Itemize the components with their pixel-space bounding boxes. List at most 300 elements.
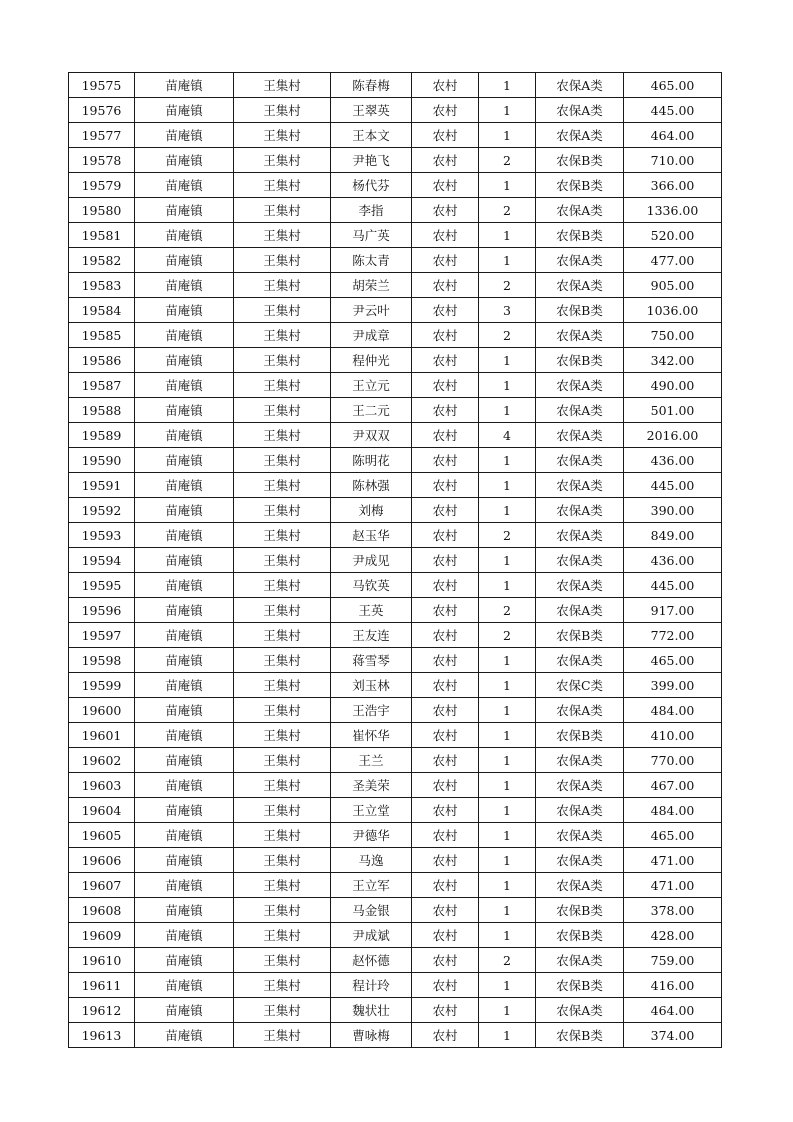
table-row bbox=[69, 648, 722, 673]
area-type-cell: 农村 bbox=[412, 198, 479, 223]
village-cell: 王集村 bbox=[234, 123, 331, 148]
record-id-cell: 19579 bbox=[69, 173, 135, 198]
village-cell: 王集村 bbox=[234, 523, 331, 548]
amount-cell: 1336.00 bbox=[624, 198, 722, 223]
name-cell: 程计玲 bbox=[331, 973, 412, 998]
record-id-cell: 19599 bbox=[69, 673, 135, 698]
table-row bbox=[69, 623, 722, 648]
household-count-cell: 2 bbox=[479, 623, 536, 648]
insurance-category-cell: 农保A类 bbox=[536, 848, 624, 873]
record-id-cell: 19600 bbox=[69, 698, 135, 723]
record-id-cell: 19589 bbox=[69, 423, 135, 448]
insurance-category-cell: 农保A类 bbox=[536, 498, 624, 523]
village-cell: 王集村 bbox=[234, 773, 331, 798]
record-id-cell: 19594 bbox=[69, 548, 135, 573]
insurance-category-cell: 农保A类 bbox=[536, 548, 624, 573]
town-cell: 苗庵镇 bbox=[135, 723, 234, 748]
town-cell: 苗庵镇 bbox=[135, 573, 234, 598]
village-cell: 王集村 bbox=[234, 298, 331, 323]
amount-cell: 374.00 bbox=[624, 1023, 722, 1048]
table-row bbox=[69, 198, 722, 223]
household-count-cell: 1 bbox=[479, 748, 536, 773]
insurance-category-cell: 农保A类 bbox=[536, 448, 624, 473]
record-id-cell: 19575 bbox=[69, 73, 135, 98]
record-id-cell: 19607 bbox=[69, 873, 135, 898]
record-id-cell: 19596 bbox=[69, 598, 135, 623]
area-type-cell: 农村 bbox=[412, 998, 479, 1023]
area-type-cell: 农村 bbox=[412, 923, 479, 948]
area-type-cell: 农村 bbox=[412, 823, 479, 848]
area-type-cell: 农村 bbox=[412, 398, 479, 423]
town-cell: 苗庵镇 bbox=[135, 323, 234, 348]
amount-cell: 2016.00 bbox=[624, 423, 722, 448]
area-type-cell: 农村 bbox=[412, 448, 479, 473]
village-cell: 王集村 bbox=[234, 373, 331, 398]
amount-cell: 416.00 bbox=[624, 973, 722, 998]
town-cell: 苗庵镇 bbox=[135, 373, 234, 398]
amount-cell: 484.00 bbox=[624, 798, 722, 823]
village-cell: 王集村 bbox=[234, 548, 331, 573]
insurance-category-cell: 农保B类 bbox=[536, 898, 624, 923]
household-count-cell: 1 bbox=[479, 73, 536, 98]
record-id-cell: 19604 bbox=[69, 798, 135, 823]
record-id-cell: 19582 bbox=[69, 248, 135, 273]
village-cell: 王集村 bbox=[234, 723, 331, 748]
table-row bbox=[69, 148, 722, 173]
insurance-category-cell: 农保A类 bbox=[536, 98, 624, 123]
village-cell: 王集村 bbox=[234, 698, 331, 723]
household-count-cell: 1 bbox=[479, 498, 536, 523]
insurance-category-cell: 农保A类 bbox=[536, 573, 624, 598]
name-cell: 陈太青 bbox=[331, 248, 412, 273]
record-id-cell: 19610 bbox=[69, 948, 135, 973]
table-row bbox=[69, 448, 722, 473]
household-count-cell: 2 bbox=[479, 948, 536, 973]
table-row bbox=[69, 73, 722, 98]
village-cell: 王集村 bbox=[234, 1023, 331, 1048]
town-cell: 苗庵镇 bbox=[135, 598, 234, 623]
household-count-cell: 3 bbox=[479, 298, 536, 323]
village-cell: 王集村 bbox=[234, 973, 331, 998]
village-cell: 王集村 bbox=[234, 348, 331, 373]
table-row bbox=[69, 273, 722, 298]
table-body bbox=[69, 73, 722, 1048]
insurance-category-cell: 农保A类 bbox=[536, 823, 624, 848]
table-row bbox=[69, 348, 722, 373]
town-cell: 苗庵镇 bbox=[135, 548, 234, 573]
household-count-cell: 1 bbox=[479, 1023, 536, 1048]
insurance-category-cell: 农保B类 bbox=[536, 223, 624, 248]
amount-cell: 436.00 bbox=[624, 448, 722, 473]
area-type-cell: 农村 bbox=[412, 173, 479, 198]
town-cell: 苗庵镇 bbox=[135, 923, 234, 948]
amount-cell: 905.00 bbox=[624, 273, 722, 298]
name-cell: 马逸 bbox=[331, 848, 412, 873]
insurance-category-cell: 农保A类 bbox=[536, 598, 624, 623]
name-cell: 杨代芬 bbox=[331, 173, 412, 198]
household-count-cell: 1 bbox=[479, 373, 536, 398]
insurance-category-cell: 农保B类 bbox=[536, 348, 624, 373]
village-cell: 王集村 bbox=[234, 273, 331, 298]
name-cell: 马钦英 bbox=[331, 573, 412, 598]
insurance-category-cell: 农保A类 bbox=[536, 473, 624, 498]
village-cell: 王集村 bbox=[234, 423, 331, 448]
household-count-cell: 1 bbox=[479, 223, 536, 248]
record-id-cell: 19612 bbox=[69, 998, 135, 1023]
area-type-cell: 农村 bbox=[412, 698, 479, 723]
name-cell: 尹艳飞 bbox=[331, 148, 412, 173]
table-row bbox=[69, 298, 722, 323]
name-cell: 王英 bbox=[331, 598, 412, 623]
household-count-cell: 2 bbox=[479, 523, 536, 548]
table-row bbox=[69, 823, 722, 848]
amount-cell: 390.00 bbox=[624, 498, 722, 523]
name-cell: 陈春梅 bbox=[331, 73, 412, 98]
household-count-cell: 1 bbox=[479, 248, 536, 273]
name-cell: 赵怀德 bbox=[331, 948, 412, 973]
record-id-cell: 19581 bbox=[69, 223, 135, 248]
town-cell: 苗庵镇 bbox=[135, 298, 234, 323]
amount-cell: 342.00 bbox=[624, 348, 722, 373]
table-row bbox=[69, 673, 722, 698]
amount-cell: 772.00 bbox=[624, 623, 722, 648]
village-cell: 王集村 bbox=[234, 448, 331, 473]
village-cell: 王集村 bbox=[234, 798, 331, 823]
record-id-cell: 19597 bbox=[69, 623, 135, 648]
record-id-cell: 19588 bbox=[69, 398, 135, 423]
table-row bbox=[69, 473, 722, 498]
town-cell: 苗庵镇 bbox=[135, 648, 234, 673]
village-cell: 王集村 bbox=[234, 573, 331, 598]
amount-cell: 445.00 bbox=[624, 98, 722, 123]
name-cell: 尹云叶 bbox=[331, 298, 412, 323]
village-cell: 王集村 bbox=[234, 223, 331, 248]
town-cell: 苗庵镇 bbox=[135, 448, 234, 473]
area-type-cell: 农村 bbox=[412, 423, 479, 448]
table-row bbox=[69, 423, 722, 448]
amount-cell: 501.00 bbox=[624, 398, 722, 423]
name-cell: 王立军 bbox=[331, 873, 412, 898]
town-cell: 苗庵镇 bbox=[135, 173, 234, 198]
record-id-cell: 19580 bbox=[69, 198, 135, 223]
insurance-category-cell: 农保A类 bbox=[536, 948, 624, 973]
household-count-cell: 2 bbox=[479, 598, 536, 623]
record-id-cell: 19586 bbox=[69, 348, 135, 373]
name-cell: 李指 bbox=[331, 198, 412, 223]
household-count-cell: 1 bbox=[479, 573, 536, 598]
name-cell: 曹咏梅 bbox=[331, 1023, 412, 1048]
table-row bbox=[69, 223, 722, 248]
village-cell: 王集村 bbox=[234, 648, 331, 673]
area-type-cell: 农村 bbox=[412, 598, 479, 623]
record-id-cell: 19608 bbox=[69, 898, 135, 923]
amount-cell: 465.00 bbox=[624, 648, 722, 673]
town-cell: 苗庵镇 bbox=[135, 523, 234, 548]
amount-cell: 399.00 bbox=[624, 673, 722, 698]
village-cell: 王集村 bbox=[234, 898, 331, 923]
village-cell: 王集村 bbox=[234, 248, 331, 273]
amount-cell: 445.00 bbox=[624, 573, 722, 598]
record-id-cell: 19578 bbox=[69, 148, 135, 173]
area-type-cell: 农村 bbox=[412, 648, 479, 673]
household-count-cell: 1 bbox=[479, 798, 536, 823]
amount-cell: 467.00 bbox=[624, 773, 722, 798]
insurance-category-cell: 农保A类 bbox=[536, 423, 624, 448]
record-id-cell: 19595 bbox=[69, 573, 135, 598]
household-count-cell: 1 bbox=[479, 998, 536, 1023]
area-type-cell: 农村 bbox=[412, 573, 479, 598]
table-row bbox=[69, 873, 722, 898]
village-cell: 王集村 bbox=[234, 748, 331, 773]
name-cell: 王立元 bbox=[331, 373, 412, 398]
name-cell: 尹成斌 bbox=[331, 923, 412, 948]
household-count-cell: 2 bbox=[479, 323, 536, 348]
record-id-cell: 19602 bbox=[69, 748, 135, 773]
insurance-category-cell: 农保A类 bbox=[536, 873, 624, 898]
area-type-cell: 农村 bbox=[412, 1023, 479, 1048]
insurance-category-cell: 农保A类 bbox=[536, 748, 624, 773]
amount-cell: 484.00 bbox=[624, 698, 722, 723]
table-row bbox=[69, 1023, 722, 1048]
area-type-cell: 农村 bbox=[412, 773, 479, 798]
name-cell: 赵玉华 bbox=[331, 523, 412, 548]
table-row bbox=[69, 323, 722, 348]
household-count-cell: 1 bbox=[479, 548, 536, 573]
area-type-cell: 农村 bbox=[412, 473, 479, 498]
household-count-cell: 1 bbox=[479, 873, 536, 898]
household-count-cell: 1 bbox=[479, 823, 536, 848]
insurance-category-cell: 农保A类 bbox=[536, 198, 624, 223]
record-id-cell: 19587 bbox=[69, 373, 135, 398]
name-cell: 圣美荣 bbox=[331, 773, 412, 798]
town-cell: 苗庵镇 bbox=[135, 123, 234, 148]
name-cell: 崔怀华 bbox=[331, 723, 412, 748]
household-count-cell: 2 bbox=[479, 198, 536, 223]
data-table bbox=[68, 72, 722, 1048]
record-id-cell: 19609 bbox=[69, 923, 135, 948]
name-cell: 尹德华 bbox=[331, 823, 412, 848]
household-count-cell: 1 bbox=[479, 348, 536, 373]
table-row bbox=[69, 773, 722, 798]
village-cell: 王集村 bbox=[234, 148, 331, 173]
table-row bbox=[69, 973, 722, 998]
record-id-cell: 19606 bbox=[69, 848, 135, 873]
amount-cell: 366.00 bbox=[624, 173, 722, 198]
village-cell: 王集村 bbox=[234, 398, 331, 423]
table-row bbox=[69, 748, 722, 773]
amount-cell: 471.00 bbox=[624, 873, 722, 898]
town-cell: 苗庵镇 bbox=[135, 1023, 234, 1048]
insurance-category-cell: 农保A类 bbox=[536, 773, 624, 798]
area-type-cell: 农村 bbox=[412, 73, 479, 98]
amount-cell: 1036.00 bbox=[624, 298, 722, 323]
household-count-cell: 1 bbox=[479, 173, 536, 198]
town-cell: 苗庵镇 bbox=[135, 248, 234, 273]
village-cell: 王集村 bbox=[234, 73, 331, 98]
name-cell: 胡荣兰 bbox=[331, 273, 412, 298]
town-cell: 苗庵镇 bbox=[135, 798, 234, 823]
town-cell: 苗庵镇 bbox=[135, 698, 234, 723]
name-cell: 王立堂 bbox=[331, 798, 412, 823]
town-cell: 苗庵镇 bbox=[135, 623, 234, 648]
table-row bbox=[69, 848, 722, 873]
insurance-category-cell: 农保A类 bbox=[536, 648, 624, 673]
household-count-cell: 1 bbox=[479, 673, 536, 698]
name-cell: 刘梅 bbox=[331, 498, 412, 523]
name-cell: 王兰 bbox=[331, 748, 412, 773]
amount-cell: 465.00 bbox=[624, 73, 722, 98]
area-type-cell: 农村 bbox=[412, 323, 479, 348]
insurance-category-cell: 农保B类 bbox=[536, 173, 624, 198]
amount-cell: 445.00 bbox=[624, 473, 722, 498]
insurance-category-cell: 农保B类 bbox=[536, 623, 624, 648]
household-count-cell: 1 bbox=[479, 448, 536, 473]
amount-cell: 436.00 bbox=[624, 548, 722, 573]
insurance-category-cell: 农保B类 bbox=[536, 1023, 624, 1048]
area-type-cell: 农村 bbox=[412, 898, 479, 923]
name-cell: 王本文 bbox=[331, 123, 412, 148]
table-row bbox=[69, 548, 722, 573]
area-type-cell: 农村 bbox=[412, 373, 479, 398]
town-cell: 苗庵镇 bbox=[135, 898, 234, 923]
table-row bbox=[69, 173, 722, 198]
name-cell: 魏状壮 bbox=[331, 998, 412, 1023]
village-cell: 王集村 bbox=[234, 823, 331, 848]
record-id-cell: 19598 bbox=[69, 648, 135, 673]
town-cell: 苗庵镇 bbox=[135, 773, 234, 798]
town-cell: 苗庵镇 bbox=[135, 848, 234, 873]
household-count-cell: 1 bbox=[479, 973, 536, 998]
table-row bbox=[69, 948, 722, 973]
table-row bbox=[69, 248, 722, 273]
area-type-cell: 农村 bbox=[412, 348, 479, 373]
area-type-cell: 农村 bbox=[412, 123, 479, 148]
area-type-cell: 农村 bbox=[412, 98, 479, 123]
town-cell: 苗庵镇 bbox=[135, 873, 234, 898]
household-count-cell: 1 bbox=[479, 723, 536, 748]
village-cell: 王集村 bbox=[234, 473, 331, 498]
insurance-category-cell: 农保B类 bbox=[536, 923, 624, 948]
insurance-category-cell: 农保A类 bbox=[536, 798, 624, 823]
insurance-category-cell: 农保A类 bbox=[536, 373, 624, 398]
town-cell: 苗庵镇 bbox=[135, 948, 234, 973]
record-id-cell: 19611 bbox=[69, 973, 135, 998]
name-cell: 王二元 bbox=[331, 398, 412, 423]
area-type-cell: 农村 bbox=[412, 248, 479, 273]
insurance-category-cell: 农保A类 bbox=[536, 73, 624, 98]
insurance-category-cell: 农保A类 bbox=[536, 398, 624, 423]
household-count-cell: 1 bbox=[479, 98, 536, 123]
name-cell: 尹成章 bbox=[331, 323, 412, 348]
town-cell: 苗庵镇 bbox=[135, 823, 234, 848]
insurance-category-cell: 农保B类 bbox=[536, 298, 624, 323]
village-cell: 王集村 bbox=[234, 498, 331, 523]
amount-cell: 750.00 bbox=[624, 323, 722, 348]
name-cell: 陈明花 bbox=[331, 448, 412, 473]
table-row bbox=[69, 698, 722, 723]
record-id-cell: 19591 bbox=[69, 473, 135, 498]
amount-cell: 428.00 bbox=[624, 923, 722, 948]
name-cell: 刘玉林 bbox=[331, 673, 412, 698]
village-cell: 王集村 bbox=[234, 873, 331, 898]
area-type-cell: 农村 bbox=[412, 623, 479, 648]
village-cell: 王集村 bbox=[234, 948, 331, 973]
village-cell: 王集村 bbox=[234, 923, 331, 948]
town-cell: 苗庵镇 bbox=[135, 498, 234, 523]
village-cell: 王集村 bbox=[234, 98, 331, 123]
town-cell: 苗庵镇 bbox=[135, 748, 234, 773]
area-type-cell: 农村 bbox=[412, 148, 479, 173]
name-cell: 陈林强 bbox=[331, 473, 412, 498]
village-cell: 王集村 bbox=[234, 198, 331, 223]
amount-cell: 464.00 bbox=[624, 123, 722, 148]
record-id-cell: 19584 bbox=[69, 298, 135, 323]
table-row bbox=[69, 723, 722, 748]
town-cell: 苗庵镇 bbox=[135, 998, 234, 1023]
village-cell: 王集村 bbox=[234, 998, 331, 1023]
village-cell: 王集村 bbox=[234, 323, 331, 348]
insurance-category-cell: 农保A类 bbox=[536, 248, 624, 273]
record-id-cell: 19576 bbox=[69, 98, 135, 123]
insurance-category-cell: 农保A类 bbox=[536, 123, 624, 148]
record-id-cell: 19590 bbox=[69, 448, 135, 473]
village-cell: 王集村 bbox=[234, 173, 331, 198]
record-id-cell: 19577 bbox=[69, 123, 135, 148]
record-id-cell: 19585 bbox=[69, 323, 135, 348]
name-cell: 尹成见 bbox=[331, 548, 412, 573]
town-cell: 苗庵镇 bbox=[135, 73, 234, 98]
town-cell: 苗庵镇 bbox=[135, 98, 234, 123]
record-id-cell: 19613 bbox=[69, 1023, 135, 1048]
town-cell: 苗庵镇 bbox=[135, 148, 234, 173]
town-cell: 苗庵镇 bbox=[135, 673, 234, 698]
household-count-cell: 1 bbox=[479, 473, 536, 498]
area-type-cell: 农村 bbox=[412, 298, 479, 323]
table-row bbox=[69, 573, 722, 598]
town-cell: 苗庵镇 bbox=[135, 473, 234, 498]
insurance-category-cell: 农保A类 bbox=[536, 698, 624, 723]
table-row bbox=[69, 498, 722, 523]
name-cell: 马广英 bbox=[331, 223, 412, 248]
household-count-cell: 1 bbox=[479, 123, 536, 148]
area-type-cell: 农村 bbox=[412, 748, 479, 773]
household-count-cell: 2 bbox=[479, 148, 536, 173]
area-type-cell: 农村 bbox=[412, 523, 479, 548]
household-count-cell: 1 bbox=[479, 923, 536, 948]
name-cell: 尹双双 bbox=[331, 423, 412, 448]
insurance-category-cell: 农保B类 bbox=[536, 973, 624, 998]
table-row bbox=[69, 923, 722, 948]
table-row bbox=[69, 898, 722, 923]
insurance-category-cell: 农保A类 bbox=[536, 523, 624, 548]
insurance-category-cell: 农保B类 bbox=[536, 723, 624, 748]
village-cell: 王集村 bbox=[234, 598, 331, 623]
amount-cell: 490.00 bbox=[624, 373, 722, 398]
area-type-cell: 农村 bbox=[412, 798, 479, 823]
amount-cell: 770.00 bbox=[624, 748, 722, 773]
record-id-cell: 19603 bbox=[69, 773, 135, 798]
amount-cell: 464.00 bbox=[624, 998, 722, 1023]
town-cell: 苗庵镇 bbox=[135, 198, 234, 223]
name-cell: 王翠英 bbox=[331, 98, 412, 123]
village-cell: 王集村 bbox=[234, 673, 331, 698]
name-cell: 马金银 bbox=[331, 898, 412, 923]
record-id-cell: 19601 bbox=[69, 723, 135, 748]
town-cell: 苗庵镇 bbox=[135, 348, 234, 373]
amount-cell: 471.00 bbox=[624, 848, 722, 873]
table-row bbox=[69, 798, 722, 823]
insurance-category-cell: 农保B类 bbox=[536, 148, 624, 173]
